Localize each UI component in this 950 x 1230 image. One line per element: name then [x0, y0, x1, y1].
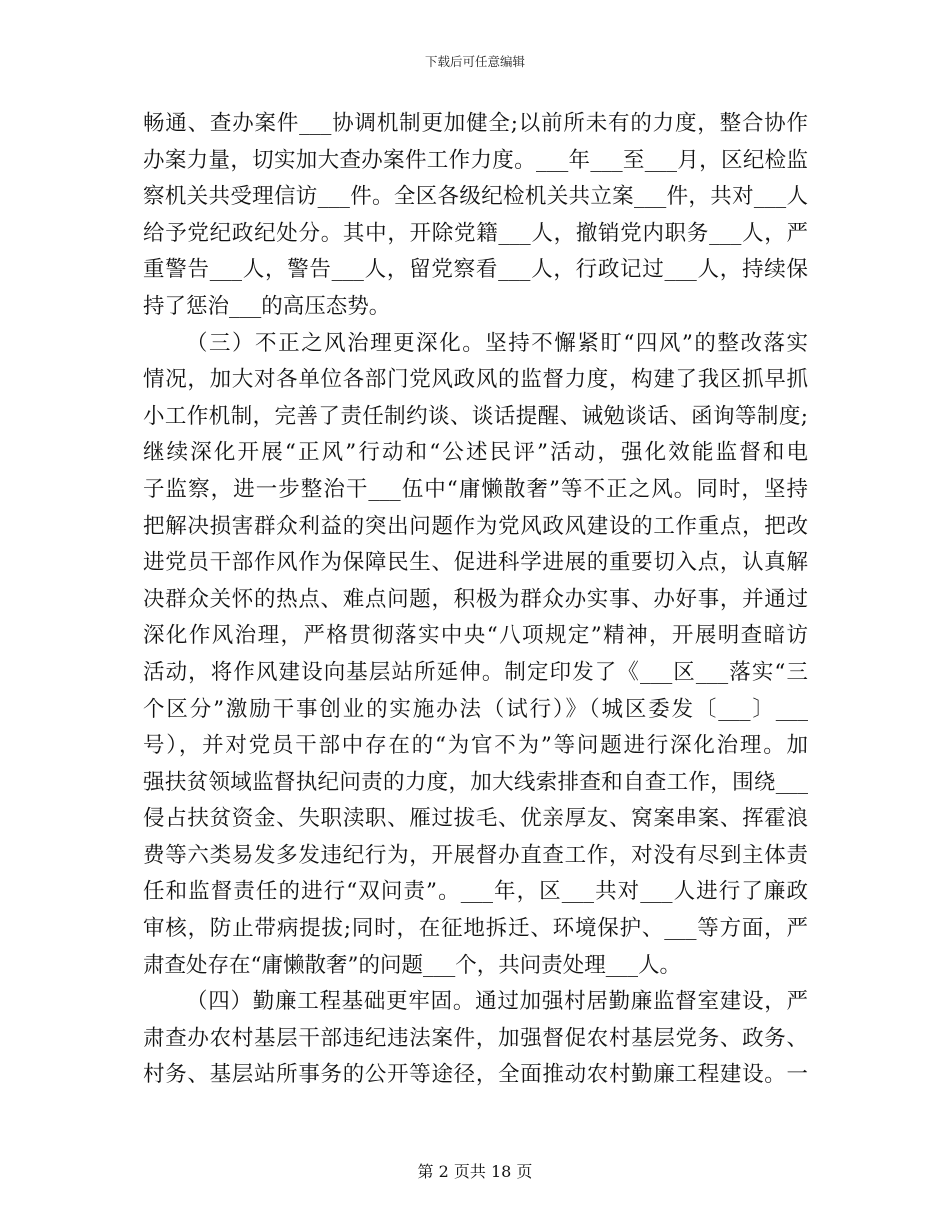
- page-footer: 第 2 页共 18 页: [417, 1162, 533, 1181]
- text-line: 费等六类易发多发违纪行为，开展督办直查工作，对没有尽到主体责: [143, 842, 808, 868]
- page-header: 下载后可任意编辑: [424, 54, 525, 69]
- text-line: 持了惩治___的高压态势。: [143, 293, 391, 319]
- document-body: [143, 106, 808, 1094]
- text-line: 个区分”激励干事创业的实施办法（试行）》（城区委发〔___〕___: [143, 696, 808, 722]
- text-line: 畅通、查办案件___协调机制更加健全;以前所未有的力度，整合协作: [143, 111, 808, 136]
- text-line: 活动，将作风建设向基层站所延伸。制定印发了《___区___落实“三: [143, 659, 808, 685]
- text-line: 村务、基层站所事务的公开等途径，全面推动农村勤廉工程建设。一: [143, 1062, 808, 1088]
- text-line: 情况，加大对各单位各部门党风政风的监督力度，构建了我区抓早抓: [143, 367, 808, 393]
- text-line: 小工作机制，完善了责任制约谈、谈话提醒、诫勉谈话、函询等制度;: [143, 403, 808, 429]
- text-line: 重警告___人，警告___人，留党察看___人，行政记过___人，持续保: [143, 257, 808, 283]
- text-line: 审核，防止带病提拔;同时，在征地拆迁、环境保护、___等方面，严: [143, 916, 808, 942]
- text-line: 侵占扶贫资金、失职渎职、雁过拔毛、优亲厚友、窝案串案、挥霍浪: [143, 806, 808, 832]
- text-line: 号），并对党员干部中存在的“为官不为”等问题进行深化治理。加: [143, 733, 808, 759]
- paragraph-start-line: （四）勤廉工程基础更牢固。通过加强村居勤廉监督室建设，严: [186, 989, 808, 1015]
- paragraph-start-line: （三）不正之风治理更深化。坚持不懈紧盯“四风”的整改落实: [186, 330, 808, 356]
- text-line: 给予党纪政纪处分。其中，开除党籍___人，撤销党内职务___人，严: [143, 220, 808, 246]
- text-line: 继续深化开展“正风”行动和“公述民评”活动，强化效能监督和电: [143, 440, 808, 466]
- text-line: 强扶贫领域监督执纪问责的力度，加大线索排查和自查工作，围绕___: [143, 769, 808, 795]
- text-line: 任和监督责任的进行“双问责”。___年，区___共对___人进行了廉政: [143, 879, 808, 905]
- text-line: 深化作风治理，严格贯彻落实中央“八项规定”精神，开展明查暗访: [143, 623, 808, 649]
- text-line: 肃查处存在“庸懒散奢”的问题___个，共问责处理___人。: [143, 952, 681, 978]
- text-line: 子监察，进一步整治干___伍中“庸懒散奢”等不正之风。同时，坚持: [143, 476, 808, 502]
- text-line: 把解决损害群众利益的突出问题作为党风政风建设的工作重点，把改: [143, 513, 808, 539]
- text-line: 进党员干部作风作为保障民生、促进科学进展的重要切入点，认真解: [143, 550, 808, 576]
- text-line: 察机关共受理信访___件。全区各级纪检机关共立案___件，共对___人: [143, 184, 808, 210]
- text-line: 决群众关怀的热点、难点问题，积极为群众办实事、办好事，并通过: [143, 586, 808, 612]
- text-line: 办案力量，切实加大查办案件工作力度。___年___至___月，区纪检监: [143, 147, 808, 173]
- text-line: 肃查办农村基层干部违纪违法案件，加强督促农村基层党务、政务、: [143, 1025, 808, 1051]
